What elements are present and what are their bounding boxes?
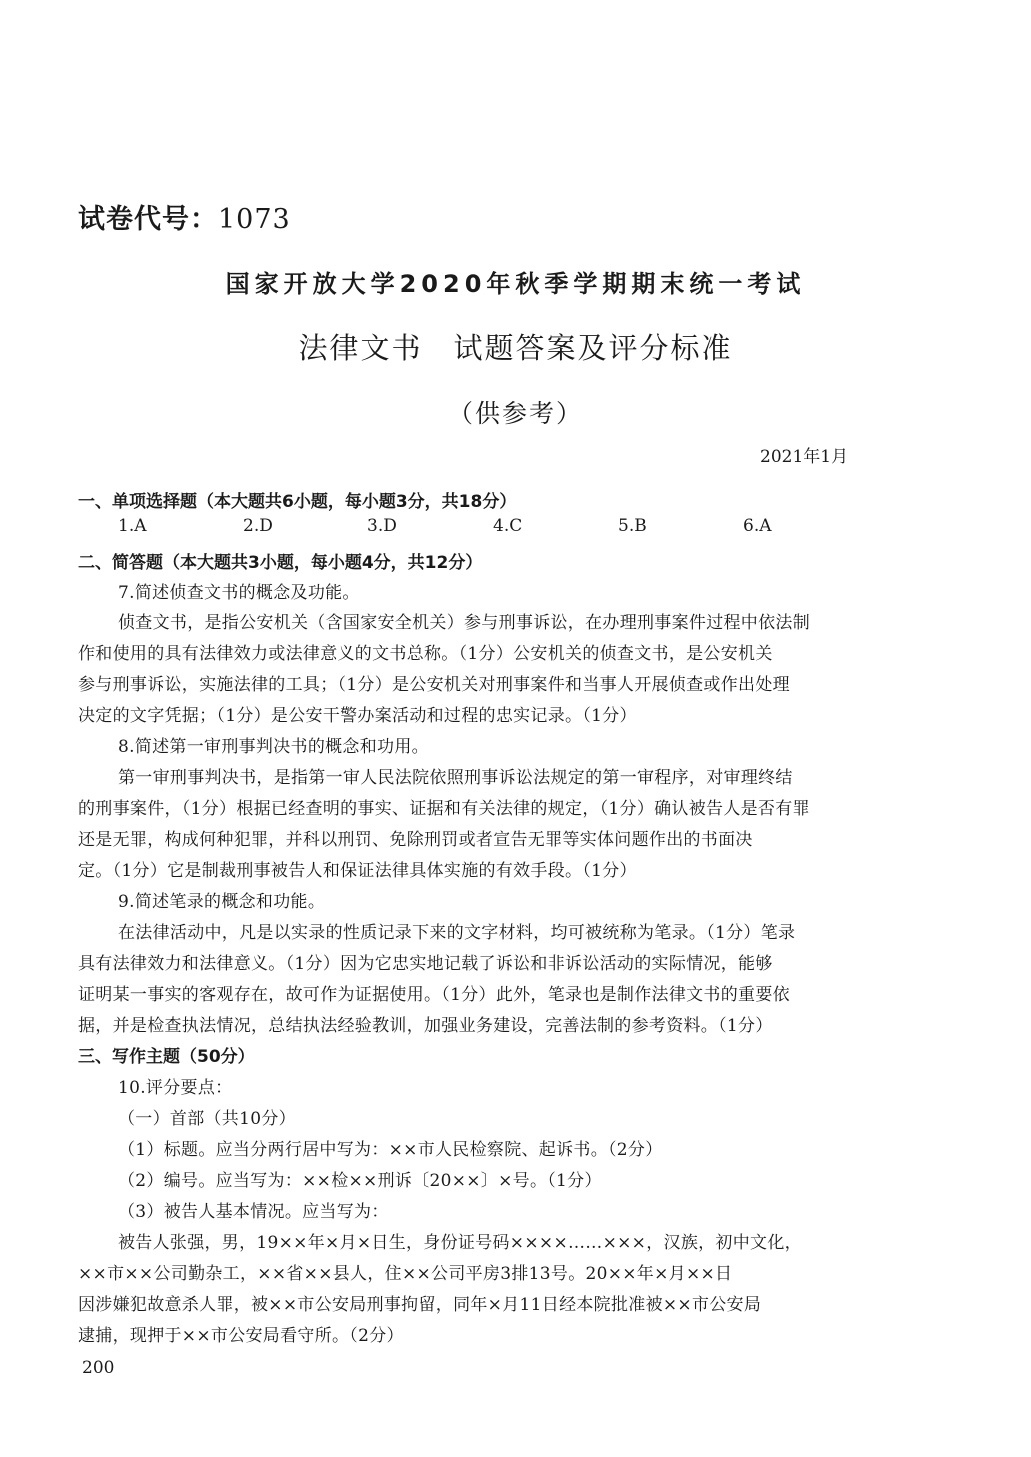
section3-heading: 三、写作主题（50分） [78,1047,255,1067]
question-8: 8.简述第一审刑事判决书的概念和功用。 [118,737,429,757]
answer-8-line: 还是无罪，构成何种犯罪，并科以刑罚、免除刑罚或者宣告无罪等实体问题作出的书面决 [78,830,753,850]
paper-code-label: 试卷代号： [78,204,218,235]
answer-7-line: 决定的文字凭据；（1分）是公安干警办案活动和过程的忠实记录。（1分） [78,706,637,726]
scoring-item: （2）编号。应当写为：××检××刑诉〔20××〕×号。（1分） [118,1171,602,1191]
answer-4: 4.C [493,516,523,536]
answer-6: 6.A [743,516,772,536]
section2-heading: 二、简答题（本大题共3小题，每小题4分，共12分） [78,553,483,573]
question-9: 9.简述笔录的概念和功能。 [118,892,326,912]
defendant-info-line: 被告人张强，男，19××年×月×日生，身份证号码××××……×××，汉族，初中文化， [118,1233,802,1253]
scoring-item: （3）被告人基本情况。应当写为： [118,1202,389,1222]
defendant-info-line: ××市××公司勤杂工，××省××县人，住××公司平房3排13号。20××年×月××日 [78,1264,733,1284]
answer-2: 2.D [243,516,273,536]
answer-9-line: 在法律活动中，凡是以实录的性质记录下来的文字材料，均可被统称为笔录。（1分）笔录 [118,923,796,943]
section1-heading: 一、单项选择题（本大题共6小题，每小题3分，共18分） [78,492,517,512]
answer-3: 3.D [367,516,397,536]
answer-1: 1.A [118,516,147,536]
answer-8-line: 的刑事案件，（1分）根据已经查明的事实、证据和有关法律的规定，（1分）确认被告人是否有罪 [78,799,810,819]
answer-7-line: 参与刑事诉讼，实施法律的工具；（1分）是公安机关对刑事案件和当事人开展侦查或作出处理 [78,675,790,695]
defendant-info-line: 逮捕，现押于××市公安局看守所。（2分） [78,1326,404,1346]
answer-9-line: 据，并是检查执法情况，总结执法经验教训，加强业务建设，完善法制的参考资料。（1分） [78,1016,773,1036]
answer-9-line: 具有法律效力和法律意义。（1分）因为它忠实地记载了诉讼和非诉讼活动的实际情况，能够 [78,954,773,974]
paper-code-value: 1073 [218,204,291,235]
university-title: 国家开放大学2020年秋季学期期末统一考试 [225,270,806,298]
defendant-info-line: 因涉嫌犯故意杀人罪，被××市公安局刑事拘留，同年×月11日经本院批准被××市公安局 [78,1295,762,1315]
answer-5: 5.B [618,516,647,536]
answer-7-line: 作和使用的具有法律效力或法律意义的文书总称。（1分）公安机关的侦查文书，是公安机关 [78,644,773,664]
paper-code [78,197,291,236]
scoring-item: （一）首部（共10分） [118,1109,296,1129]
answer-8-line: 定。（1分）它是制裁刑事被告人和保证法律具体实施的有效手段。（1分） [78,861,637,881]
reference-note: （供参考） [447,399,583,428]
subject-title: 法律文书 试题答案及评分标准 [298,331,733,365]
answer-9-line: 证明某一事实的客观存在，故可作为证据使用。（1分）此外，笔录也是制作法律文书的重要依 [78,985,790,1005]
question-10: 10.评分要点： [118,1078,233,1098]
scoring-item: （1）标题。应当分两行居中写为：××市人民检察院、起诉书。（2分） [118,1140,663,1160]
answer-7-line: 侦查文书，是指公安机关（含国家安全机关）参与刑事诉讼，在办理刑事案件过程中依法制 [118,613,810,633]
answer-8-line: 第一审刑事判决书，是指第一审人民法院依照刑事诉讼法规定的第一审程序，对审理终结 [118,768,793,788]
exam-date: 2021年1月 [760,447,849,467]
question-7: 7.简述侦查文书的概念及功能。 [118,583,360,603]
page-number: 200 [82,1358,115,1378]
